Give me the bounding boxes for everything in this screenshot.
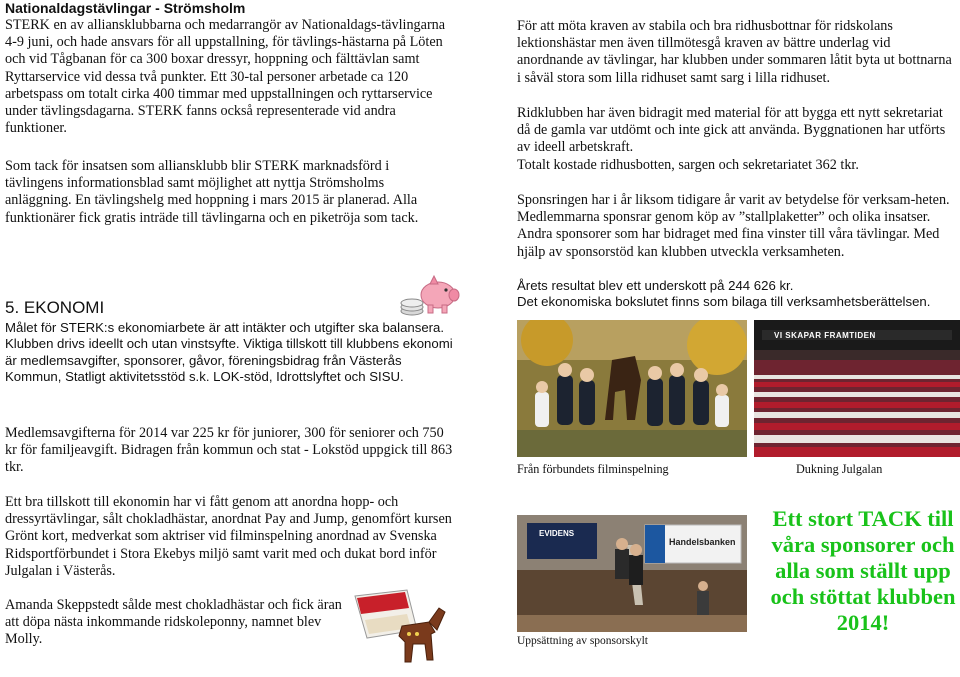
paragraph: Ridklubben har även bidragit med material för att bygga ett nytt sekretariat då de gamla var utdömt och inte gick att använda. Byggnationen har utförts av ideell arbetskraft. <box>517 105 946 156</box>
secretariat-paragraph <box>517 105 957 174</box>
photo-caption: Från förbundets filminspelning <box>517 462 669 476</box>
chocolate-paragraph <box>5 597 343 649</box>
paragraph: Målet för STERK:s ekonomiarbete är att intäkter och utgifter ska balansera. Klubben drivs ideellt och utan vinstsyfte. Viktiga tillskott till klubbens ekonomi är medlemsavgifter, sponsorer, gåvor, föreningsbidrag från Västerås Kommun, Statligt aktivitetsstöd s.k. LOK-stöd, Idrottslyftet och SISU. <box>5 320 453 385</box>
paragraph: Årets resultat blev ett underskott på 244 626 kr. <box>517 278 794 293</box>
arena-paragraph <box>517 18 957 87</box>
paragraph: Ett bra tillskott till ekonomin har vi fått genom att anordna hopp- och dressyrtävlingar, sålt chokladhästar, anordnat Pay and Jump, genomfört kursen Grönt kort, medverkat som aktriser vid filminspelning anordnad av Svenska Ridsportförbundet i Stora Ekebys miljö samt varit med och dukat bord inför Julgalan i Västerås. <box>5 494 452 579</box>
paragraph: Sponsringen har i år liksom tidigare år varit av betydelse för verksam-heten. Medlemmarna sponsrar genom köp av ”stallplaketter” och olika insatser. Andra sponsorer som har bidraget med fina vinster till våra tävlingar. Med hjälp av sponsorstöd kan klubben utveckla verksamheten. <box>517 192 950 260</box>
economy-goal-paragraph <box>5 320 453 386</box>
paragraph: STERK en av alliansklubbarna och medarrangör av Nationaldags-tävlingarna 4-9 juni, och hade ansvars för all uppstallning, för tävlings-hästarna på Löten och vid Tågbanan för ca 300 boxar dressyr, hoppning och fälttävlan samt Ryttarservice vid dessa två punkter. Ett 30-tal personer arbetade ca 120 arbetspass om totalt cirka 400 timmar med uppstallningen och ryttarservice under tävlingsdagarna. STERK fanns också representerade vid andra funktioner. <box>5 17 446 137</box>
fees-paragraph <box>5 425 453 477</box>
sign-text-right: Handelsbanken <box>669 537 736 547</box>
sponsorship-paragraph <box>517 192 957 261</box>
paragraph: Som tack för insatsen som alliansklubb blir STERK marknadsförd i tävlingens informationsblad samt möjlighet att nyttja Strömsholms anläggning. En tävlingshelg med hoppning i mars 2015 är planerad. Alla funktionärer fick gratis inträde till tävlingarna och en piketröja som tack. <box>5 158 419 226</box>
banner-text: VI SKAPAR FRAMTIDEN <box>774 331 876 340</box>
film-shoot-photo <box>517 320 747 457</box>
sponsor-thanks-message: Ett stort TACK till våra sponsorer och alla som ställt upp och stöttat klubben 2014! <box>770 506 956 635</box>
gala-photo <box>754 320 960 457</box>
section-heading: 5. EKONOMI <box>5 298 105 317</box>
championship-section <box>5 0 453 137</box>
thanks-paragraph <box>5 158 445 227</box>
paragraph: Medlemsavgifterna för 2014 var 225 kr för juniorer, 300 för seniorer och 750 kr för familjeavgift. Bidragen från kommun och stat - Lokstöd uppgick till 863 tkr. <box>5 425 453 476</box>
photo-caption: Dukning Julgalan <box>796 462 883 476</box>
income-paragraph <box>5 494 453 580</box>
photo-caption: Uppsättning av sponsorskylt <box>517 635 648 647</box>
paragraph: Amanda Skeppstedt sålde mest chokladhästar och fick äran att döpa nästa inkommande ridskoleponny, namnet blev Molly. <box>5 597 342 648</box>
result-paragraph <box>517 278 957 311</box>
piggy-bank-icon <box>392 273 462 321</box>
chocolate-horse-icon <box>347 586 457 674</box>
paragraph: Det ekonomiska bokslutet finns som bilaga till verksamhetsberättelsen. <box>517 294 931 310</box>
sign-text-left: EVIDENS <box>539 529 575 538</box>
paragraph: Totalt kostade ridhusbotten, sargen och sekretariatet 362 tkr. <box>517 156 859 173</box>
sponsor-sign-photo <box>517 515 747 632</box>
section-title: Nationaldagstävlingar - Strömsholm <box>5 0 246 16</box>
paragraph: För att möta kraven av stabila och bra ridhusbottnar för ridskolans lektionshästar men även tillmötesgå kraven av bättre underlag vid anordnande av tävlingar, har klubben under sommaren låtit byta ut bottnarna i såväl stora som lilla ridhuset samt sarg i lilla ridhuset. <box>517 18 952 86</box>
